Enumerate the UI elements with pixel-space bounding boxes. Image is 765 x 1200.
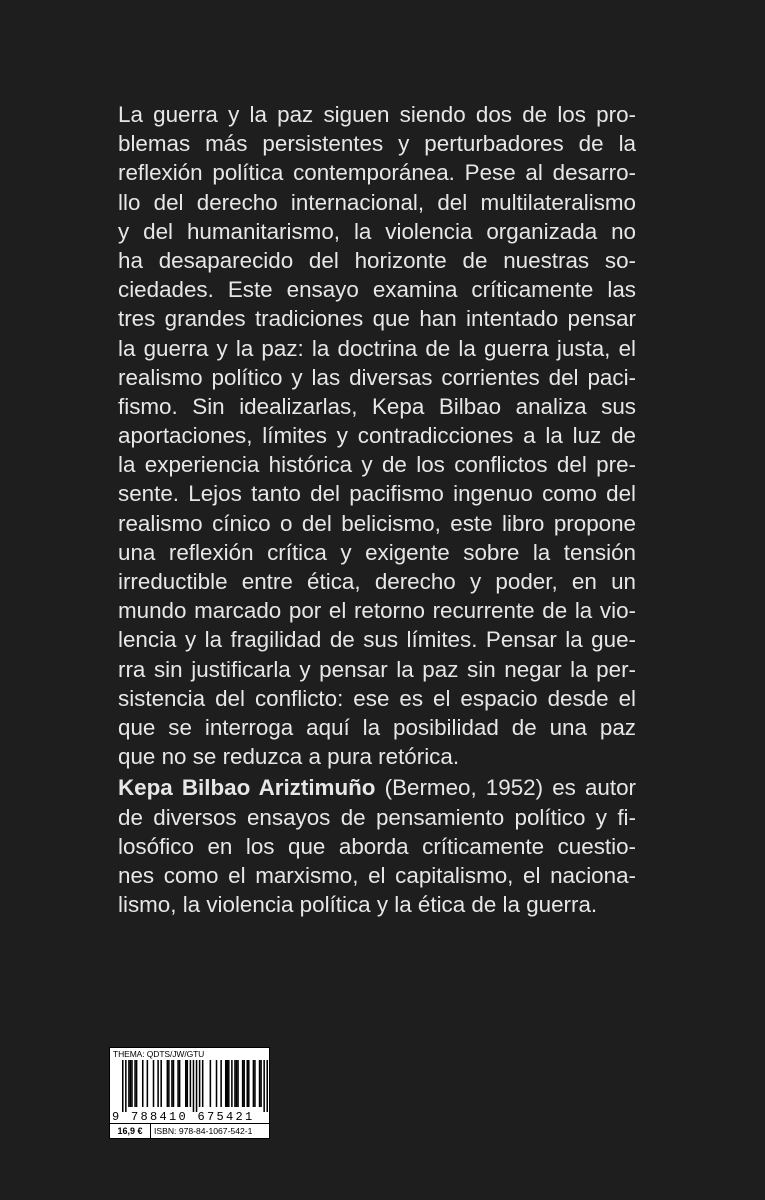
author-name: Kepa Bilbao Ariztimuño (118, 775, 376, 801)
barcode-bar (142, 1060, 144, 1107)
barcode-bar (231, 1060, 233, 1107)
barcode-bar (253, 1060, 255, 1107)
blurb-paragraph (118, 100, 636, 771)
barcode-bar (259, 1060, 261, 1107)
barcode-bar (225, 1060, 227, 1107)
blurb-text (118, 100, 636, 919)
blurb-line: llo del derecho internacional, del multilateralismo (118, 189, 636, 215)
blurb-line: ciedades. Este ensayo examina críticamente las (118, 277, 636, 303)
barcode-bar (210, 1060, 212, 1107)
barcode-bar (171, 1060, 173, 1107)
barcode-bar (246, 1060, 248, 1107)
barcode-bar (254, 1060, 256, 1107)
blurb-line: tres grandes tradiciones que han intentado pensar (118, 306, 636, 332)
blurb-line: irreductible entre ética, derecho y poder, en un (118, 569, 636, 594)
barcode-bar (202, 1060, 204, 1107)
barcode-bar (167, 1060, 169, 1107)
barcode-bar (190, 1060, 192, 1107)
barcode-bar (157, 1060, 159, 1107)
barcode-bar (160, 1060, 162, 1107)
barcode-bar (220, 1060, 222, 1107)
blurb-line: lencia y la fragilidad de sus límites. Pensar la gue- (118, 627, 636, 653)
price: 16,9 € (110, 1124, 151, 1139)
barcode-bar (147, 1060, 149, 1107)
blurb-line: que no se reduzca a pura retórica. (118, 744, 460, 770)
author-bio-line: lismo, la violencia política y la ética de la guerra. (118, 892, 598, 918)
blurb-line: La guerra y la paz siguen siendo dos de los pro- (118, 102, 636, 127)
barcode-bar (263, 1060, 265, 1112)
barcode-bar (168, 1060, 170, 1107)
author-bio (118, 773, 636, 919)
barcode-bar (125, 1060, 127, 1112)
blurb-line: realismo cínico o del belicismo, este libro propone (118, 510, 636, 536)
author-bio-lines (118, 803, 636, 920)
barcode-bar (177, 1060, 179, 1107)
barcode-bar (136, 1060, 138, 1107)
barcode-bar (242, 1060, 244, 1107)
blurb-line: reflexión política contemporánea. Pese al desarro- (118, 160, 636, 186)
blurb-line: ha desaparecido del horizonte de nuestras so- (118, 247, 636, 273)
author-bio-line: losófico en los que aborda críticamente cuestio- (118, 833, 636, 859)
author-bio-first-line (118, 773, 636, 802)
barcode-bar (196, 1060, 198, 1112)
blurb-line: realismo político y las diversas corrientes del paci- (118, 364, 636, 390)
thema-code: THEMA: QDTS/JW/GTU (113, 1049, 205, 1059)
barcode-bar (134, 1060, 136, 1107)
barcode-bar (237, 1060, 239, 1107)
barcode-bar (228, 1060, 230, 1107)
barcode-bar (243, 1060, 245, 1107)
blurb-line: y del humanitarismo, la violencia organizada no (118, 218, 636, 244)
barcode-bar (266, 1060, 268, 1112)
blurb-line: la experiencia histórica y de los conflictos del pre- (118, 452, 636, 478)
isbn: ISBN: 978-84-1067-542-1 (154, 1126, 253, 1136)
blurb-line: sente. Lejos tanto del pacifismo ingenuo como del (118, 481, 636, 507)
blurb-line: rra sin justificarla y pensar la paz sin negar la per- (118, 656, 636, 682)
barcode-bar (185, 1060, 187, 1107)
barcode-bar (193, 1060, 195, 1112)
blurb-line: blemas más persistentes y perturbadores de la (118, 131, 636, 157)
blurb-line: aportaciones, límites y contradicciones a la luz de (118, 423, 636, 449)
author-bio-line: nes como el marxismo, el capitalismo, el naciona- (118, 862, 636, 888)
author-bio-line: de diversos ensayos de pensamiento político y fi- (118, 804, 636, 830)
barcode-bar (173, 1060, 175, 1107)
barcode-bar (187, 1060, 189, 1107)
author-bio-lead: (Bermeo, 1952) es autor (375, 775, 636, 801)
barcode-bar (153, 1060, 155, 1107)
barcode-bar (227, 1060, 229, 1107)
barcode-bar (130, 1060, 132, 1107)
barcode-bar (199, 1060, 201, 1107)
barcode-bars (122, 1060, 268, 1112)
barcode-label (109, 1047, 270, 1139)
barcode-bar (131, 1060, 133, 1107)
barcode-bar (216, 1060, 218, 1107)
blurb-line: una reflexión crítica y exigente sobre la tensión (118, 539, 636, 565)
barcode-bar (234, 1060, 236, 1107)
barcode-bar (260, 1060, 262, 1107)
blurb-line: fismo. Sin idealizarlas, Kepa Bilbao analiza sus (118, 393, 636, 419)
blurb-line: sistencia del conflicto: ese es el espacio desde el (118, 685, 636, 711)
blurb-line: la guerra y la paz: la doctrina de la guerra justa, el (118, 335, 636, 361)
barcode-bar (122, 1060, 124, 1112)
barcode-bar (236, 1060, 238, 1107)
price-isbn-row (110, 1123, 269, 1139)
ean-digits: 9 788410 675421 (112, 1110, 255, 1124)
barcode-bar (248, 1060, 250, 1107)
barcode-bar (128, 1060, 130, 1107)
barcode-bar (179, 1060, 181, 1107)
blurb-line: que se interroga aquí la posibilidad de una paz (118, 714, 636, 740)
blurb-line: mundo marcado por el retorno recurrente de la vio- (118, 598, 636, 624)
